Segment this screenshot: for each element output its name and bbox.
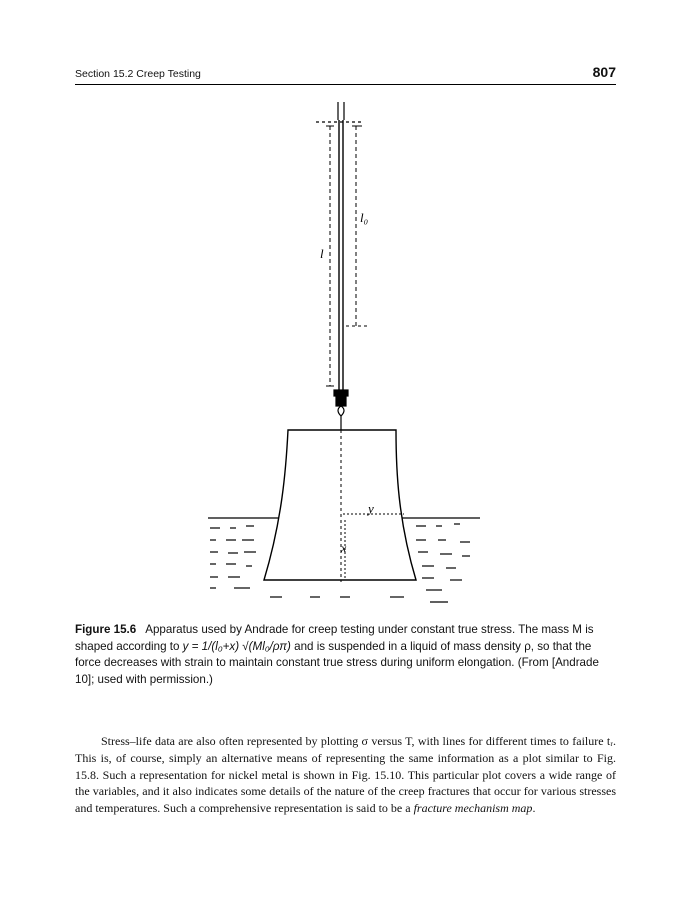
- paragraph-text: Stress–life data are also often represented by plotting σ versus T, with lines for different times to failure tᵣ. This is, of course, simply an alternative means of representing the same information as a plot similar to Fig. 15.8. Such a representation for nickel metal is shown in Fig. 15.10. This particular plot covers a wide range of the variables, and it also indicates some details of the nature of the creep fractures that occur for various stresses and temperatures. Such a comprehensive representation is said to be a: [75, 734, 616, 816]
- wire-specimen: [339, 120, 343, 390]
- paragraph-end: .: [532, 801, 536, 816]
- upper-clamp: [316, 102, 364, 122]
- label-y: y: [368, 501, 374, 516]
- dimension-l0: [346, 126, 370, 326]
- andrade-apparatus-figure: [190, 100, 500, 610]
- caption-text-2: and is suspended in a liquid of mass density ρ, so that the force decreases with strain to maintain constant true stress during uniform elongation. (From [Andrade 10]; used with permission.): [75, 639, 599, 686]
- section-title: Section 15.2 Creep Testing: [75, 68, 201, 80]
- body-paragraph: [75, 733, 616, 817]
- paragraph-emphasis: fracture mechanism map: [413, 801, 533, 816]
- dimension-l: [326, 126, 334, 386]
- hook-holder: [334, 390, 348, 430]
- page-number: 807: [592, 64, 616, 80]
- running-header: [75, 64, 616, 85]
- figure-caption: [75, 622, 616, 688]
- figure-label: Figure 15.6: [75, 623, 137, 636]
- label-l: l: [320, 246, 324, 261]
- mass-body: [264, 430, 416, 580]
- caption-text-1: Apparatus used by Andrade for creep testing under constant true stress. The mass M is shaped according to: [75, 623, 594, 653]
- label-x: x: [341, 541, 347, 555]
- label-l0: l₀: [360, 210, 369, 225]
- caption-formula: y = 1/(l₀+x) √(Ml₀/ρπ): [182, 639, 291, 653]
